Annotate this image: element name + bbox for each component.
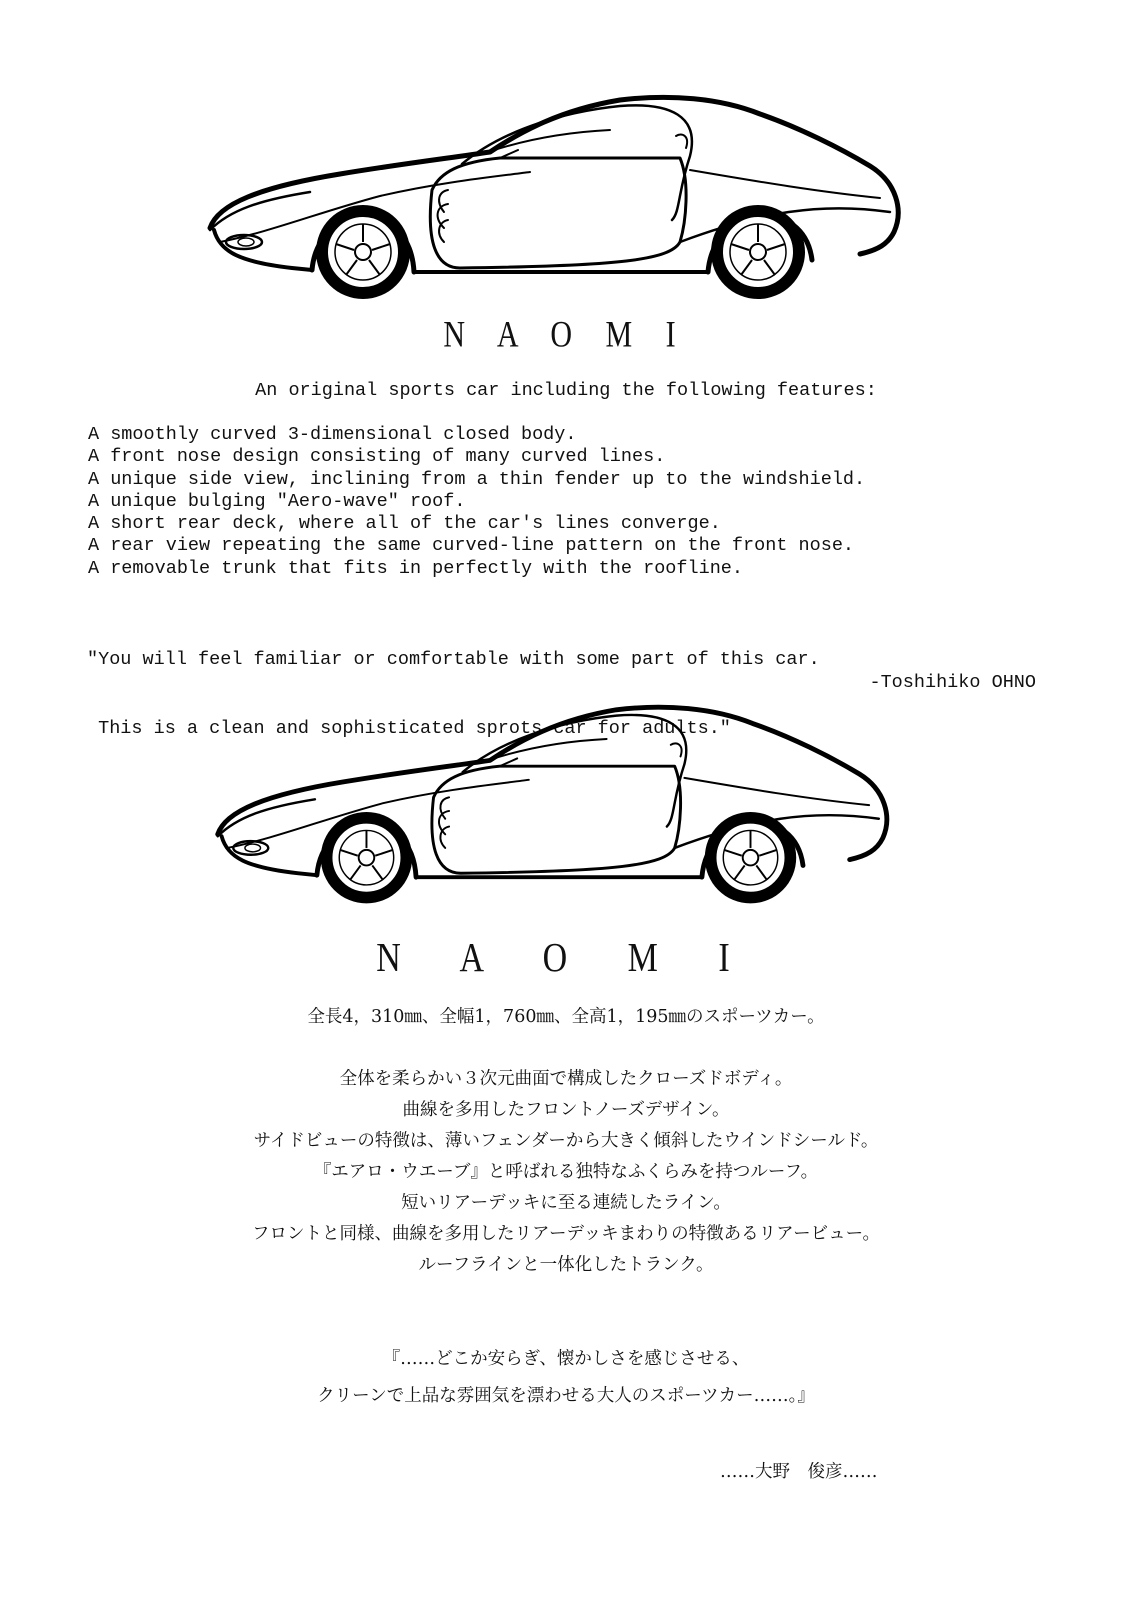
car-drawing	[208, 702, 908, 918]
quote-line: クリーンで上品な雰囲気を漂わせる大人のスポーツカー……。』	[317, 1386, 815, 1406]
list-item: 『エアロ・ウエーブ』と呼ばれる独特なふくらみを持つルーフ。	[313, 1162, 819, 1182]
list-item: A rear view repeating the same curved-line pattern on the front nose.	[88, 535, 855, 557]
car-name-title: N A O M I	[443, 313, 689, 355]
quote-line: "You will feel familiar or comfortable with some part of this car.	[87, 649, 820, 670]
list-item: 曲線を多用したフロントノーズデザイン。	[402, 1100, 730, 1120]
list-item: A unique bulging "Aero-wave" roof.	[88, 490, 466, 512]
author-signature: -Toshihiko OHNO	[869, 672, 1036, 693]
car-illustration-top	[200, 92, 920, 314]
feature-list	[88, 424, 1088, 580]
car-drawing	[200, 92, 920, 314]
list-item: 全体を柔らかい３次元曲面で構成したクローズドボディ。	[339, 1069, 793, 1089]
quote-line: 『……どこか安らぎ、懐かしさを感じさせる、	[382, 1349, 750, 1369]
rear-wheel	[705, 812, 796, 903]
list-item: サイドビューの特徴は、薄いフェンダーから大きく傾斜したウインドシールド。	[253, 1131, 879, 1151]
list-item: A smoothly curved 3-dimensional closed body.	[88, 424, 577, 445]
list-item: A front nose design consisting of many curved lines.	[88, 446, 666, 468]
car-illustration-bottom	[208, 702, 908, 918]
designer-quote-jp	[0, 1341, 1132, 1415]
list-item: 短いリアーデッキに至る連続したライン。	[401, 1193, 731, 1213]
feature-list-jp	[0, 1064, 1132, 1281]
spec-text: 全長4，310㎜、全幅1，760㎜、全高1，195㎜のスポーツカー。	[307, 1007, 825, 1027]
list-item: フロントと同様、曲線を多用したリアーデッキまわりの特徴あるリアービュー。	[252, 1224, 880, 1244]
car-name-title-jp: N A O M I	[376, 936, 756, 981]
rear-wheel	[711, 205, 805, 299]
list-item: ルーフラインと一体化したトランク。	[418, 1255, 714, 1275]
list-item: A removable trunk that fits in perfectly with the roofline.	[88, 557, 744, 579]
front-wheel	[321, 812, 412, 903]
front-wheel	[316, 205, 410, 299]
list-item: A unique side view, inclining from a thin fender up to the windshield.	[88, 468, 866, 490]
list-item: A short rear deck, where all of the car's lines converge.	[88, 513, 721, 535]
intro-text: An original sports car including the following features:	[255, 380, 877, 401]
author-signature-jp: ……大野 俊彦……	[720, 1462, 878, 1482]
quote-line: This is a clean and sophisticated sprots car for adults."	[87, 718, 731, 739]
